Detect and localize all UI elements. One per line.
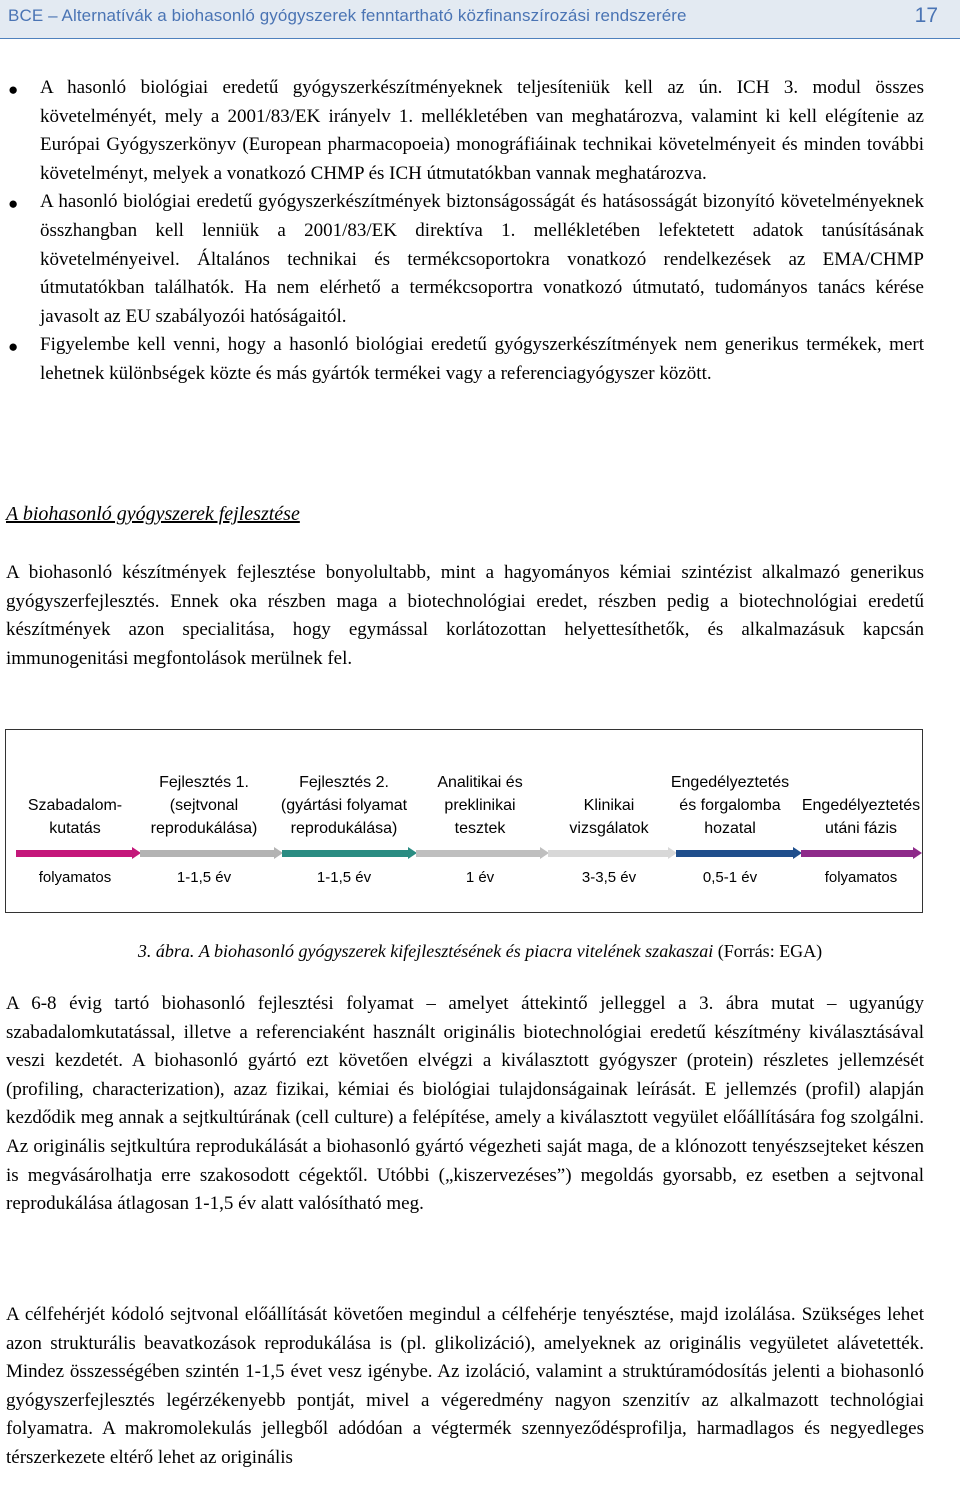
- stage-label: [664, 770, 796, 840]
- section-heading: A biohasonló gyógyszerek fejlesztése: [6, 503, 300, 525]
- bullet-text: A hasonló biológiai eredetű gyógyszerkészítményeknek teljesíteniük kell az ún. ICH 3. modul összes követelményét, mely a 2001/83/EK irányelv 1. mellékletében van meghatározva, valamint ki kell elégítenie az Európai Gyógyszerkönyv (European pharmacopoeia) monográfiáinak technikai követelményeit és minden további követelményt, melyek a vonatkozó CHMP és ICH útmutatókban vannak meghatározva.: [40, 77, 924, 184]
- process-figure: [5, 729, 923, 913]
- stage-arrow-segment: [676, 850, 793, 857]
- arrow-tip-icon: [913, 847, 922, 859]
- stage-label-text: Fejlesztés 2. (gyártási folyamat reprodukálása): [280, 774, 408, 837]
- stage-duration: 1-1,5 év: [316, 869, 372, 886]
- figure-caption: [0, 941, 960, 962]
- stage-arrow-segment: [801, 850, 913, 857]
- stage-label-text: Klinikai vizsgálatok: [569, 797, 649, 837]
- bullet-list: [0, 74, 960, 389]
- bullet-item: [0, 188, 960, 331]
- stage-label-text: Szabadalom- kutatás: [27, 797, 123, 837]
- body-paragraph: A 6-8 évig tartó biohasonló fejlesztési folyamat – amelyet áttekintő jelleggel a 3. ábra mutat – ugyanúgy szabadalomkutatással, illetve a referenciaként használt originális biotechnológiai eredetű készítmény kiválasztásával veszi kezdetét. A biohasonló gyártó ezt követően elvégzi a kiválasztott gyógyszer (protein) részletes jellemzését (profiling, characterization), azaz fizikai, kémiai és biológiai tulajdonságainak leírását. E jellemzés (profil) alapján kezdődik meg annak a sejtkultúrának (cell culture) a felépítése, amely a kiválasztott vegyület előállítására fog szolgálni. Az originális sejtkultúra reprodukálását a biohasonló gyártó végezheti saját maga, de a klónozott tenyészsejteket készen is megvásárolhatja erre szakosodott cégektől. Utóbbi („kiszervezéses”) megoldás gyorsabb, ez esetben a sejtvonal reprodukálása átlagosan 1-1,5 év alatt valósítható meg.: [6, 993, 924, 1215]
- bullet-item: [0, 74, 960, 188]
- stage-label-text: Fejlesztés 1. (sejtvonal reprodukálása): [150, 774, 258, 837]
- stage-duration: folyamatos: [824, 869, 898, 886]
- stage-label-text: Engedélyeztetés utáni fázis: [801, 797, 921, 837]
- page-number: 17: [914, 4, 938, 27]
- running-header: [0, 0, 960, 39]
- caption-source: (Forrás: EGA): [717, 941, 823, 961]
- stage-duration: 3-3,5 év: [581, 869, 637, 886]
- caption-number: 3. ábra.: [137, 941, 195, 961]
- bullet-item: [0, 331, 960, 388]
- bullet-dot-icon: ●: [8, 337, 19, 357]
- stage-duration: 1-1,5 év: [176, 869, 232, 886]
- body-paragraph: A célfehérjét kódoló sejtvonal előállítását követően megindul a célfehérje tenyésztése, majd izolálása. Szükséges lehet azon strukturális beavatkozások reprodukálása is (pl. glikolizáció), amelyeknek az originális vegyületet alávetették. Mindez összességében szintén 1-1,5 évet vesz igénybe. Az izoláció, valamint a struktúramódosítás jelenti a biohasonló gyógyszerfejlesztés legérzékenyebb pontját, mivel a végeredmény nagyon szenzitív az alkalmazott technológiai folyamatra. A makromolekulás jellegből adódóan a végtermék szennyeződésprofilja, harmadlagos és negyedleges térszerkezete eltérő lehet az originális: [6, 1304, 924, 1468]
- bullet-text: Figyelembe kell venni, hogy a hasonló biológiai eredetű gyógyszerkészítmények nem generikus termékek, mert lehetnek különbségek közte és más gyártók termékei vagy a referenciagyógyszer között.: [40, 334, 924, 384]
- caption-text: A biohasonló gyógyszerek kifejlesztésének és piacra vitelének szakaszai: [198, 941, 714, 961]
- process-arrow: [16, 847, 921, 861]
- stage-duration: 1 év: [465, 869, 495, 886]
- stage-arrow-segment: [140, 850, 274, 857]
- header-title: BCE – Alternatívák a biohasonló gyógyszerek fenntartható közfinanszírozási rendszerére: [8, 6, 687, 25]
- stage-label: [795, 770, 927, 840]
- stage-label: [278, 770, 410, 840]
- stage-label-text: Analitikai és preklinikai tesztek: [437, 774, 523, 837]
- intro-paragraph: A biohasonló készítmények fejlesztése bonyolultabb, mint a hagyományos kémiai szintézist alkalmazó generikus gyógyszerfejlesztés. Ennek oka részben maga a biotechnológiai eredet, részben pedig a biotechnológiai eredetű készítmények azon specialitása, hogy egymással korlátozottan helyettesíthetők, és alkalmazásuk kapcsán immunogenitási megfontolások merülnek fel.: [6, 562, 924, 669]
- stage-duration: 0,5-1 év: [702, 869, 758, 886]
- stage-arrow-segment: [548, 850, 668, 857]
- stage-arrow-segment: [416, 850, 540, 857]
- bullet-dot-icon: ●: [8, 80, 19, 99]
- stage-label-text: Engedélyeztetés és forgalomba hozatal: [670, 774, 790, 837]
- stage-arrow-segment: [282, 850, 408, 857]
- stage-duration: folyamatos: [38, 869, 112, 886]
- bullet-text: A hasonló biológiai eredetű gyógyszerkészítmények biztonságosságát és hatásosságát bizonyító követelményeknek összhangban kell lenniük a 2001/83/EK direktíva 1. mellékletében lefektetett adatok tanúsításának követelményeivel. Általános technikai és termékcsoportokra vonatkozó rendelkezések az EMA/CHMP útmutatókban találhatók. Ha nem elérhető a termékcsoportra vonatkozó útmutató, tudományos tanács kérése javasolt az EU szabályozói hatóságaitól.: [40, 191, 924, 327]
- stage-label: [414, 770, 546, 840]
- stage-arrow-segment: [16, 850, 132, 857]
- stage-label: [9, 770, 141, 840]
- stage-label: [138, 770, 270, 840]
- bullet-dot-icon: ●: [8, 194, 19, 214]
- stage-label: [543, 770, 675, 840]
